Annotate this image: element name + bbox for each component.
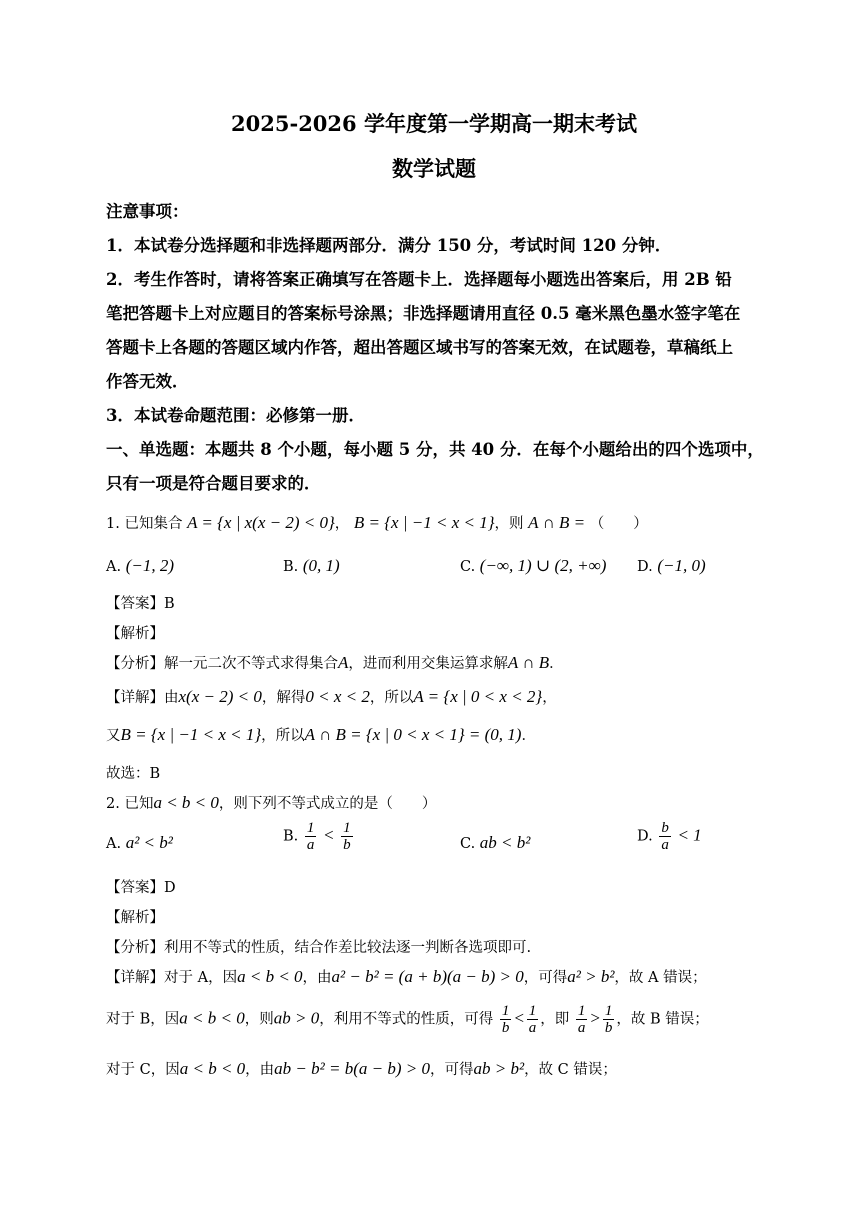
- q2-stem: [106, 792, 436, 813]
- q1-option-c-label: C.: [460, 559, 476, 575]
- q1-option-c: [460, 556, 606, 576]
- q2-d2-f2-num: 1: [528, 1003, 537, 1019]
- q1-detail2-lead: 又: [106, 728, 121, 744]
- q1-option-d: [637, 556, 706, 576]
- q1-option-a: [106, 556, 174, 576]
- q1-detail-line-2: [106, 724, 536, 745]
- q2-option-a-label: A.: [106, 836, 122, 852]
- q2-d3-expr-2: ab − b² = b(a − b) > 0: [274, 1059, 430, 1078]
- q2-d1-text-3: ，故 A 错误；: [614, 970, 707, 986]
- section-heading-line-2: 只有一项是符合题目要求的．: [106, 474, 321, 493]
- q2-stem-lead: 2. 已知: [106, 796, 154, 812]
- q2-d2-text-2: ，利用不等式的性质，可得: [319, 1011, 494, 1028]
- q2-d1-text-1: ，由: [302, 970, 332, 986]
- q2-d2-f1-den: b: [501, 1020, 510, 1036]
- q2-stem-expr: a < b < 0: [153, 793, 219, 812]
- q2-option-d-den: a: [661, 837, 669, 853]
- q2-d2-f4-num: 1: [604, 1003, 613, 1019]
- q2-d2-f3-num: 1: [577, 1003, 586, 1019]
- q1-detail-expr-2: 0 < x < 2: [305, 687, 370, 706]
- q2-d3-lead: 对于 C，因: [106, 1062, 180, 1078]
- q2-option-b-right-fraction: [341, 820, 353, 853]
- q2-d3-expr-1: a < b < 0: [179, 1059, 246, 1078]
- q1-fenxi-end: ．: [549, 656, 564, 672]
- q2-answer: 【答案】D: [106, 880, 176, 896]
- q2-detail-line-2: [106, 1003, 709, 1036]
- q2-d2-f4-den: b: [604, 1020, 613, 1036]
- q2-d1-text-2: ，可得: [523, 970, 568, 986]
- notice-item-2-line-3: 答题卡上各题的答题区域内作答，超出答题区域书写的答案无效，在试题卷，草稿纸上: [106, 338, 733, 357]
- q2-d2-lead: 对于 B，因: [106, 1011, 180, 1028]
- q2-d2-text-4: ，故 B 错误；: [616, 1011, 709, 1028]
- q2-option-c-value: ab < b²: [479, 833, 531, 852]
- q1-detail-text-1: ，解得: [261, 690, 306, 706]
- q2-detail-line-3: [106, 1058, 617, 1079]
- q2-d2-op-2: >: [589, 1008, 601, 1028]
- q2-d2-expr-1: a < b < 0: [179, 1008, 245, 1028]
- q2-option-b-op: <: [322, 825, 335, 845]
- q2-d3-text-2: ，可得: [429, 1062, 474, 1078]
- q2-option-b-left-num: 1: [306, 820, 315, 836]
- q2-option-a-value: a² < b²: [125, 833, 173, 852]
- q2-option-d-rest: < 1: [677, 825, 702, 845]
- q1-option-d-value: (−1, 0): [657, 556, 706, 575]
- q2-d2-f1-num: 1: [501, 1003, 510, 1019]
- q1-detail-text-2: ，所以: [369, 690, 414, 706]
- q2-option-c: [460, 833, 530, 853]
- q1-option-b-label: B.: [283, 559, 299, 575]
- notice-heading: 注意事项：: [106, 202, 189, 221]
- q1-fenxi-var: A: [338, 653, 349, 672]
- q1-fenxi-lead: 【分析】解一元二次不等式求得集合: [106, 656, 338, 672]
- q2-d2-f3-den: a: [577, 1020, 586, 1036]
- q2-option-d: [637, 820, 702, 853]
- q1-ask: A ∩ B =: [528, 513, 586, 532]
- q2-d3-text-1: ，由: [245, 1062, 275, 1078]
- q1-pick: 故选：B: [106, 766, 161, 782]
- notice-item-2-line-4: 作答无效．: [106, 372, 189, 391]
- q2-d2-text-3: ，即: [540, 1011, 570, 1028]
- notice-item-1: 1．本试卷分选择题和非选择题两部分．满分 150 分，考试时间 120 分钟．: [106, 236, 672, 255]
- section-heading-line-1: 一、单选题：本题共 8 个小题，每小题 5 分，共 40 分．在每个小题给出的四个选项中，: [106, 440, 764, 459]
- q1-detail2-text-2: ．: [521, 728, 536, 744]
- q1-detail2-text-1: ，所以: [261, 728, 305, 744]
- q2-option-d-label: D.: [637, 828, 653, 845]
- page-title: 2025-2026 学年度第一学期高一期末考试: [231, 111, 637, 136]
- q2-analysis-label: 【解析】: [106, 910, 164, 926]
- q1-sep: ，: [334, 516, 350, 532]
- notice-item-3: 3．本试卷命题范围：必修第一册．: [106, 406, 365, 425]
- q2-d1-expr-2: a² − b² = (a + b)(a − b) > 0: [331, 967, 524, 986]
- q2-option-b-right-den: b: [343, 837, 351, 853]
- q1-fenxi-expr: A ∩ B: [507, 653, 550, 672]
- q2-d1-lead: 【详解】对于 A，因: [106, 970, 238, 986]
- q2-stem-rest: ，则下列不等式成立的是（ ）: [218, 796, 437, 812]
- q1-detail-lead: 【详解】由: [106, 690, 179, 706]
- q1-option-a-value: (−1, 2): [125, 556, 174, 575]
- q1-set-a: A = {x | x(x − 2) < 0}: [187, 513, 335, 532]
- q1-paren: （ ）: [589, 516, 648, 532]
- q1-option-b-value: (0, 1): [302, 556, 340, 575]
- q2-fenxi: 【分析】利用不等式的性质，结合作差比较法逐一判断各选项即可.: [106, 940, 532, 956]
- q2-option-b-left-den: a: [306, 837, 315, 853]
- q2-option-d-fraction: [659, 820, 671, 853]
- q1-fenxi: [106, 652, 564, 673]
- q2-d2-text-1: ，则: [244, 1011, 274, 1028]
- q1-option-c-value: (−∞, 1) ∪ (2, +∞): [479, 556, 607, 575]
- q2-d1-expr-3: a² > b²: [567, 967, 615, 986]
- q1-set-b: B = {x | −1 < x < 1}: [353, 513, 495, 532]
- q2-d2-op-1: <: [513, 1008, 525, 1028]
- q2-d3-text-3: ，故 C 错误；: [524, 1062, 617, 1078]
- q2-d3-expr-3: ab > b²: [473, 1059, 525, 1078]
- q2-option-a: [106, 833, 173, 853]
- q1-option-a-label: A.: [106, 559, 122, 575]
- q1-analysis-label: 【解析】: [106, 626, 164, 642]
- q1-detail-expr-1: x(x − 2) < 0: [178, 687, 262, 706]
- q1-stem: [106, 512, 648, 533]
- q1-detail-text-3: ，: [542, 690, 557, 706]
- q1-detail-expr-3: A = {x | 0 < x < 2}: [413, 687, 543, 706]
- q2-option-b-right-num: 1: [343, 820, 351, 836]
- q1-stem-then: ，则: [494, 516, 524, 532]
- q1-stem-lead: 1. 已知集合: [106, 516, 183, 532]
- q1-detail-line-1: [106, 686, 557, 707]
- q2-d2-fraction-3: [576, 1003, 588, 1036]
- q2-d2-fraction-4: [603, 1003, 615, 1036]
- q1-fenxi-mid: ，进而利用交集运算求解: [348, 656, 508, 672]
- q1-detail2-expr-2: A ∩ B = {x | 0 < x < 1} = (0, 1): [304, 725, 522, 744]
- q1-option-d-label: D.: [637, 559, 653, 575]
- q2-option-b-left-fraction: [305, 820, 317, 853]
- notice-item-2-line-1: 2．考生作答时，请将答案正确填写在答题卡上．选择题每小题选出答案后，用 2B 铅: [106, 270, 732, 289]
- q2-d2-fraction-2: [527, 1003, 539, 1036]
- q2-d2-f2-den: a: [528, 1020, 537, 1036]
- page-subtitle: 数学试题: [392, 156, 476, 181]
- q2-d1-expr-1: a < b < 0: [237, 967, 303, 986]
- q1-answer: 【答案】B: [106, 596, 175, 612]
- q1-option-b: [283, 556, 340, 576]
- q2-d2-fraction-1: [500, 1003, 512, 1036]
- q2-option-b-label: B.: [283, 828, 299, 845]
- q2-option-b: [283, 820, 355, 853]
- q1-detail2-expr-1: B = {x | −1 < x < 1}: [120, 725, 262, 744]
- q2-option-d-num: b: [661, 820, 669, 836]
- q2-d2-expr-2: ab > 0: [273, 1008, 320, 1028]
- q2-detail-line-1: [106, 966, 707, 987]
- q2-option-c-label: C.: [460, 836, 476, 852]
- notice-item-2-line-2: 笔把答题卡上对应题目的答案标号涂黑；非选择题请用直径 0.5 毫米黑色墨水签字笔在: [106, 304, 741, 323]
